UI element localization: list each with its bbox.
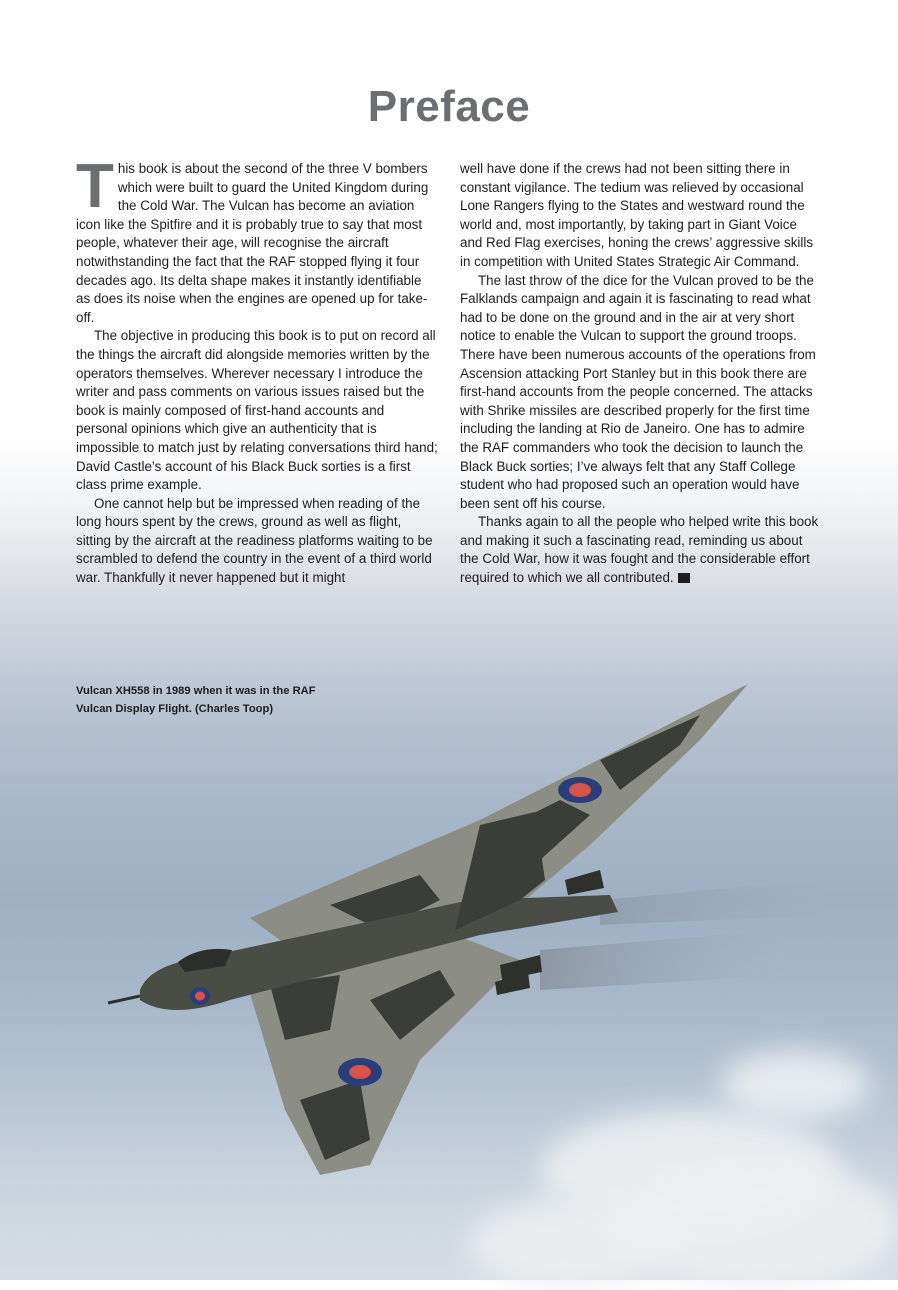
paragraph-text: Thanks again to all the people who helped write this book and making it such a fascinating read, reminding us about the Cold War, how it was fought and the considerable effort required to which we all contributed. <box>460 514 819 586</box>
drop-cap: T <box>76 152 114 221</box>
engine-nozzle <box>565 870 604 895</box>
exhaust-smoke <box>600 880 830 925</box>
paragraph <box>460 513 822 587</box>
refuelling-probe <box>108 996 140 1003</box>
page-title: Preface <box>367 82 531 131</box>
paragraph: well have done if the crews had not been sitting there in constant vigilance. The tedium was relieved by occasional Lone Rangers flying to the States and westward round the world and, most importantly, by taking part in Giant Voice and Red Flag exercises, honing the crews’ aggressive skills in competition with United States Strategic Air Command. <box>460 161 814 269</box>
roundel <box>190 987 210 1005</box>
paragraph: One cannot help but be impressed when reading of the long hours spent by the crews, ground as well as flight, sitting by the aircraft at the readiness platforms waiting to be scrambled to defend the country in the event of a third world war. Thankfully it never happened but it might <box>76 495 433 586</box>
exhaust-smoke <box>540 930 790 990</box>
paragraph: The last throw of the dice for the Vulcan proved to be the Falklands campaign and again it is fascinating to read what had to be done on the ground and in the air at very short notice to enable the Vulcan to support the ground troops. There have been numerous accounts of the operations from Ascension attacking Port Stanley but in this book there are first-hand accounts from the people concerned. The attacks with Shrike missiles are described properly for the first time including the landing at Rio de Janeiro. One has to admire the RAF commanders who took the decision to launch the Black Buck sorties; I’ve always felt that any Staff College student who had proposed such an operation would have been sent off his course. <box>460 272 816 511</box>
paragraph <box>76 152 438 327</box>
left-column <box>76 152 438 588</box>
roundel <box>338 1058 382 1086</box>
end-of-article-mark <box>678 573 690 583</box>
vulcan-aircraft-illustration <box>0 640 898 1280</box>
right-column <box>460 160 822 588</box>
paragraph-text: his book is about the second of the three V bombers which were built to guard the United Kingdom during the Cold War. The Vulcan has become an aviation icon like the Spitfire and it is probably true to say that most people, whatever their age, will recognise the aircraft notwithstanding the fact that the RAF stopped flying it four decades ago. Its delta shape makes it instantly identifiable as does its noise when the engines are opened up for take-off. <box>76 161 429 325</box>
paragraph: The objective in producing this book is to put on record all the things the aircraft did alongside memories written by the operators themselves. Wherever necessary I introduce the writer and pass comments on various issues raised but the book is mainly composed of first-hand accounts and personal opinions which give an authenticity that is impossible to match just by relating conversations third hand; David Castle’s account of his Black Buck sorties is a first class prime example. <box>76 328 438 493</box>
roundel <box>558 777 602 803</box>
photo-caption: Vulcan XH558 in 1989 when it was in the RAF Vulcan Display Flight. (Charles Toop) <box>76 685 316 715</box>
